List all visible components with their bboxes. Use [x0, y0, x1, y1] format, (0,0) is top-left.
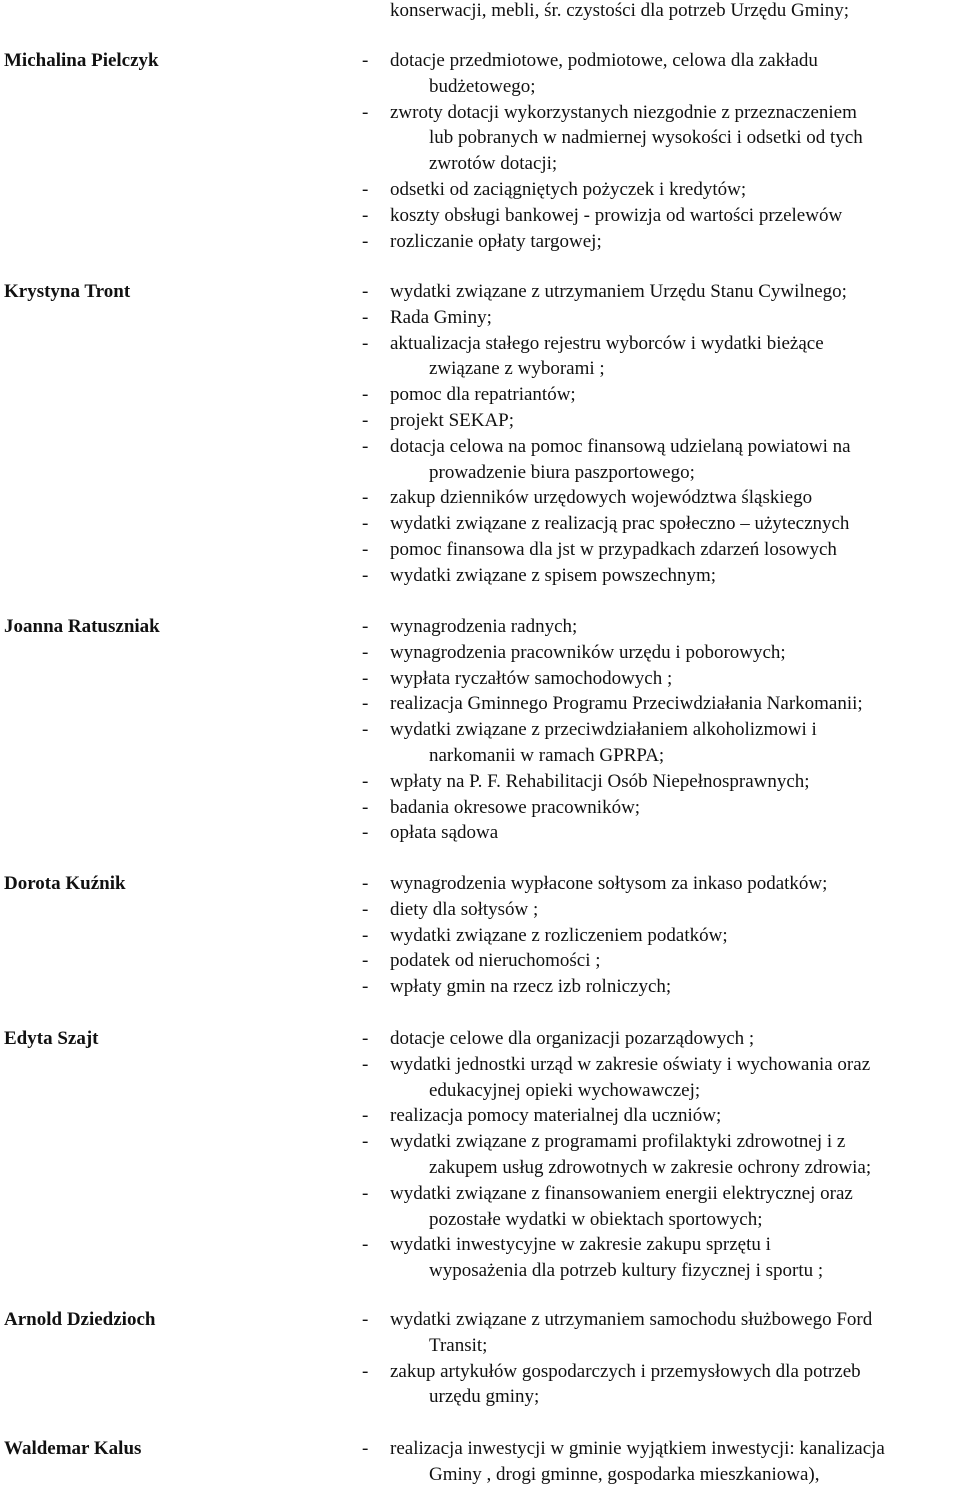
list-item: wydatki jednostki urząd w zakresie oświaty i wychowania oraz	[390, 1053, 871, 1075]
person-name: Krystyna Tront	[4, 281, 131, 302]
list-item: dotacje celowe dla organizacji pozarządowych ;	[390, 1028, 755, 1049]
list-item-continuation: pozostałe wydatki w obiektach sportowych;	[429, 1208, 763, 1230]
list-item-continuation: wyposażenia dla potrzeb kultury fizycznej i sportu ;	[429, 1260, 824, 1282]
list-item: pomoc finansowa dla jst w przypadkach zdarzeń losowych	[390, 539, 837, 560]
person-name: Joanna Ratuszniak	[4, 616, 160, 637]
list-bullet-dash: -	[362, 306, 369, 328]
list-bullet-dash: -	[362, 564, 369, 586]
list-item: zwroty dotacji wykorzystanych niezgodnie z przeznaczeniem	[390, 101, 857, 123]
list-bullet-dash: -	[362, 1105, 369, 1127]
list-bullet-dash: -	[362, 719, 369, 741]
list-item: dotacja celowa na pomoc finansową udzielaną powiatowi na	[390, 435, 851, 457]
list-item: wynagrodzenia pracowników urzędu i poborowych;	[390, 641, 786, 663]
list-bullet-dash: -	[362, 1438, 369, 1459]
list-item: wydatki związane z finansowaniem energii elektrycznej oraz	[390, 1182, 853, 1204]
list-item: wydatki związane z utrzymaniem Urzędu Stanu Cywilnego;	[390, 281, 847, 302]
list-bullet-dash: -	[362, 1360, 369, 1382]
list-item-continuation: Gminy , drogi gminne, gospodarka mieszkaniowa),	[429, 1463, 820, 1485]
list-item: wynagrodzenia wypłacone sołtysom za inkaso podatków;	[390, 873, 828, 894]
list-bullet-dash: -	[362, 487, 369, 509]
list-item: wydatki związane z programami profilaktyki zdrowotnej i z	[390, 1131, 846, 1153]
list-bullet-dash: -	[362, 1053, 369, 1075]
list-item: wydatki związane z utrzymaniem samochodu służbowego Ford	[390, 1309, 873, 1330]
list-item: aktualizacja stałego rejestru wyborców i wydatki bieżące	[390, 332, 824, 354]
person-name: Waldemar Kalus	[4, 1438, 142, 1459]
list-bullet-dash: -	[362, 1182, 369, 1204]
list-bullet-dash: -	[362, 616, 369, 637]
list-item-continuation: Transit;	[429, 1334, 488, 1356]
list-item: Rada Gminy;	[390, 306, 492, 328]
list-item: opłata sądowa	[390, 822, 499, 844]
list-item: wpłaty gmin na rzecz izb rolniczych;	[390, 976, 672, 998]
list-bullet-dash: -	[362, 332, 369, 354]
list-bullet-dash: -	[362, 898, 369, 920]
list-item-continuation: narkomanii w ramach GPRPA;	[429, 745, 665, 766]
list-bullet-dash: -	[362, 693, 369, 715]
list-bullet-dash: -	[362, 1028, 369, 1049]
list-bullet-dash: -	[362, 924, 369, 946]
list-item: rozliczanie opłaty targowej;	[390, 230, 602, 252]
list-item: wynagrodzenia radnych;	[390, 616, 578, 637]
list-item-continuation: prowadzenie biura paszportowego;	[429, 461, 695, 483]
list-bullet-dash: -	[362, 179, 369, 200]
list-bullet-dash: -	[362, 822, 369, 844]
list-bullet-dash: -	[362, 204, 369, 226]
list-bullet-dash: -	[362, 281, 369, 302]
list-item: wydatki związane z przeciwdziałaniem alkoholizmowi i	[390, 719, 817, 741]
list-bullet-dash: -	[362, 410, 369, 431]
list-item: dotacje przedmiotowe, podmiotowe, celowa dla zakładu	[390, 50, 818, 71]
list-item: podatek od nieruchomości ;	[390, 950, 601, 972]
list-item: zakup artykułów gospodarczych i przemysłowych dla potrzeb	[390, 1360, 861, 1382]
list-bullet-dash: -	[362, 667, 369, 689]
list-item-continuation: zakupem usług zdrowotnych w zakresie ochrony zdrowia;	[429, 1157, 872, 1178]
list-bullet-dash: -	[362, 1131, 369, 1153]
list-item: wydatki związane z realizacją prac społeczno – użytecznych	[390, 513, 850, 535]
person-name: Dorota Kuźnik	[4, 873, 126, 894]
list-item: pomoc dla repatriantów;	[390, 384, 576, 406]
list-item: koszty obsługi bankowej - prowizja od wartości przelewów	[390, 204, 843, 226]
list-bullet-dash: -	[362, 50, 369, 71]
list-bullet-dash: -	[362, 1234, 369, 1256]
list-bullet-dash: -	[362, 513, 369, 535]
list-bullet-dash: -	[362, 101, 369, 123]
list-item: wydatki inwestycyjne w zakresie zakupu sprzętu i	[390, 1234, 771, 1256]
list-item: odsetki od zaciągniętych pożyczek i kredytów;	[390, 179, 747, 200]
list-bullet-dash: -	[362, 873, 369, 894]
list-item: realizacja Gminnego Programu Przeciwdziałania Narkomanii;	[390, 693, 863, 715]
person-name: Edyta Szajt	[4, 1028, 99, 1049]
person-name: Arnold Dziedzioch	[4, 1309, 156, 1330]
list-item-continuation: lub pobranych w nadmiernej wysokości i odsetki od tych	[429, 127, 863, 149]
list-bullet-dash: -	[362, 384, 369, 406]
list-item-continuation: urzędu gminy;	[429, 1386, 540, 1408]
list-item: wpłaty na P. F. Rehabilitacji Osób Niepełnosprawnych;	[390, 770, 810, 792]
list-item: wypłata ryczałtów samochodowych ;	[390, 667, 673, 689]
list-item-continuation: edukacyjnej opieki wychowawczej;	[429, 1079, 701, 1101]
top-continuation-line: konserwacji, mebli, śr. czystości dla potrzeb Urzędu Gminy;	[390, 0, 850, 21]
list-bullet-dash: -	[362, 796, 369, 818]
list-item: projekt SEKAP;	[390, 410, 515, 431]
list-bullet-dash: -	[362, 950, 369, 972]
list-item: diety dla sołtysów ;	[390, 898, 539, 920]
list-bullet-dash: -	[362, 435, 369, 457]
list-item: realizacja pomocy materialnej dla uczniów;	[390, 1105, 722, 1127]
list-bullet-dash: -	[362, 539, 369, 560]
list-item: wydatki związane z rozliczeniem podatków;	[390, 924, 728, 946]
list-item-continuation: związane z wyborami ;	[429, 358, 605, 380]
list-item-continuation: budżetowego;	[429, 75, 536, 97]
list-item: zakup dzienników urzędowych województwa śląskiego	[390, 487, 813, 509]
list-bullet-dash: -	[362, 641, 369, 663]
list-bullet-dash: -	[362, 230, 369, 252]
list-bullet-dash: -	[362, 770, 369, 792]
person-name: Michalina Pielczyk	[4, 50, 159, 71]
list-item: wydatki związane z spisem powszechnym;	[390, 564, 717, 586]
list-bullet-dash: -	[362, 1309, 369, 1330]
list-item: badania okresowe pracowników;	[390, 796, 641, 818]
list-bullet-dash: -	[362, 976, 369, 998]
list-item-continuation: zwrotów dotacji;	[429, 153, 558, 175]
list-item: realizacja inwestycji w gminie wyjątkiem inwestycji: kanalizacja	[390, 1438, 885, 1459]
